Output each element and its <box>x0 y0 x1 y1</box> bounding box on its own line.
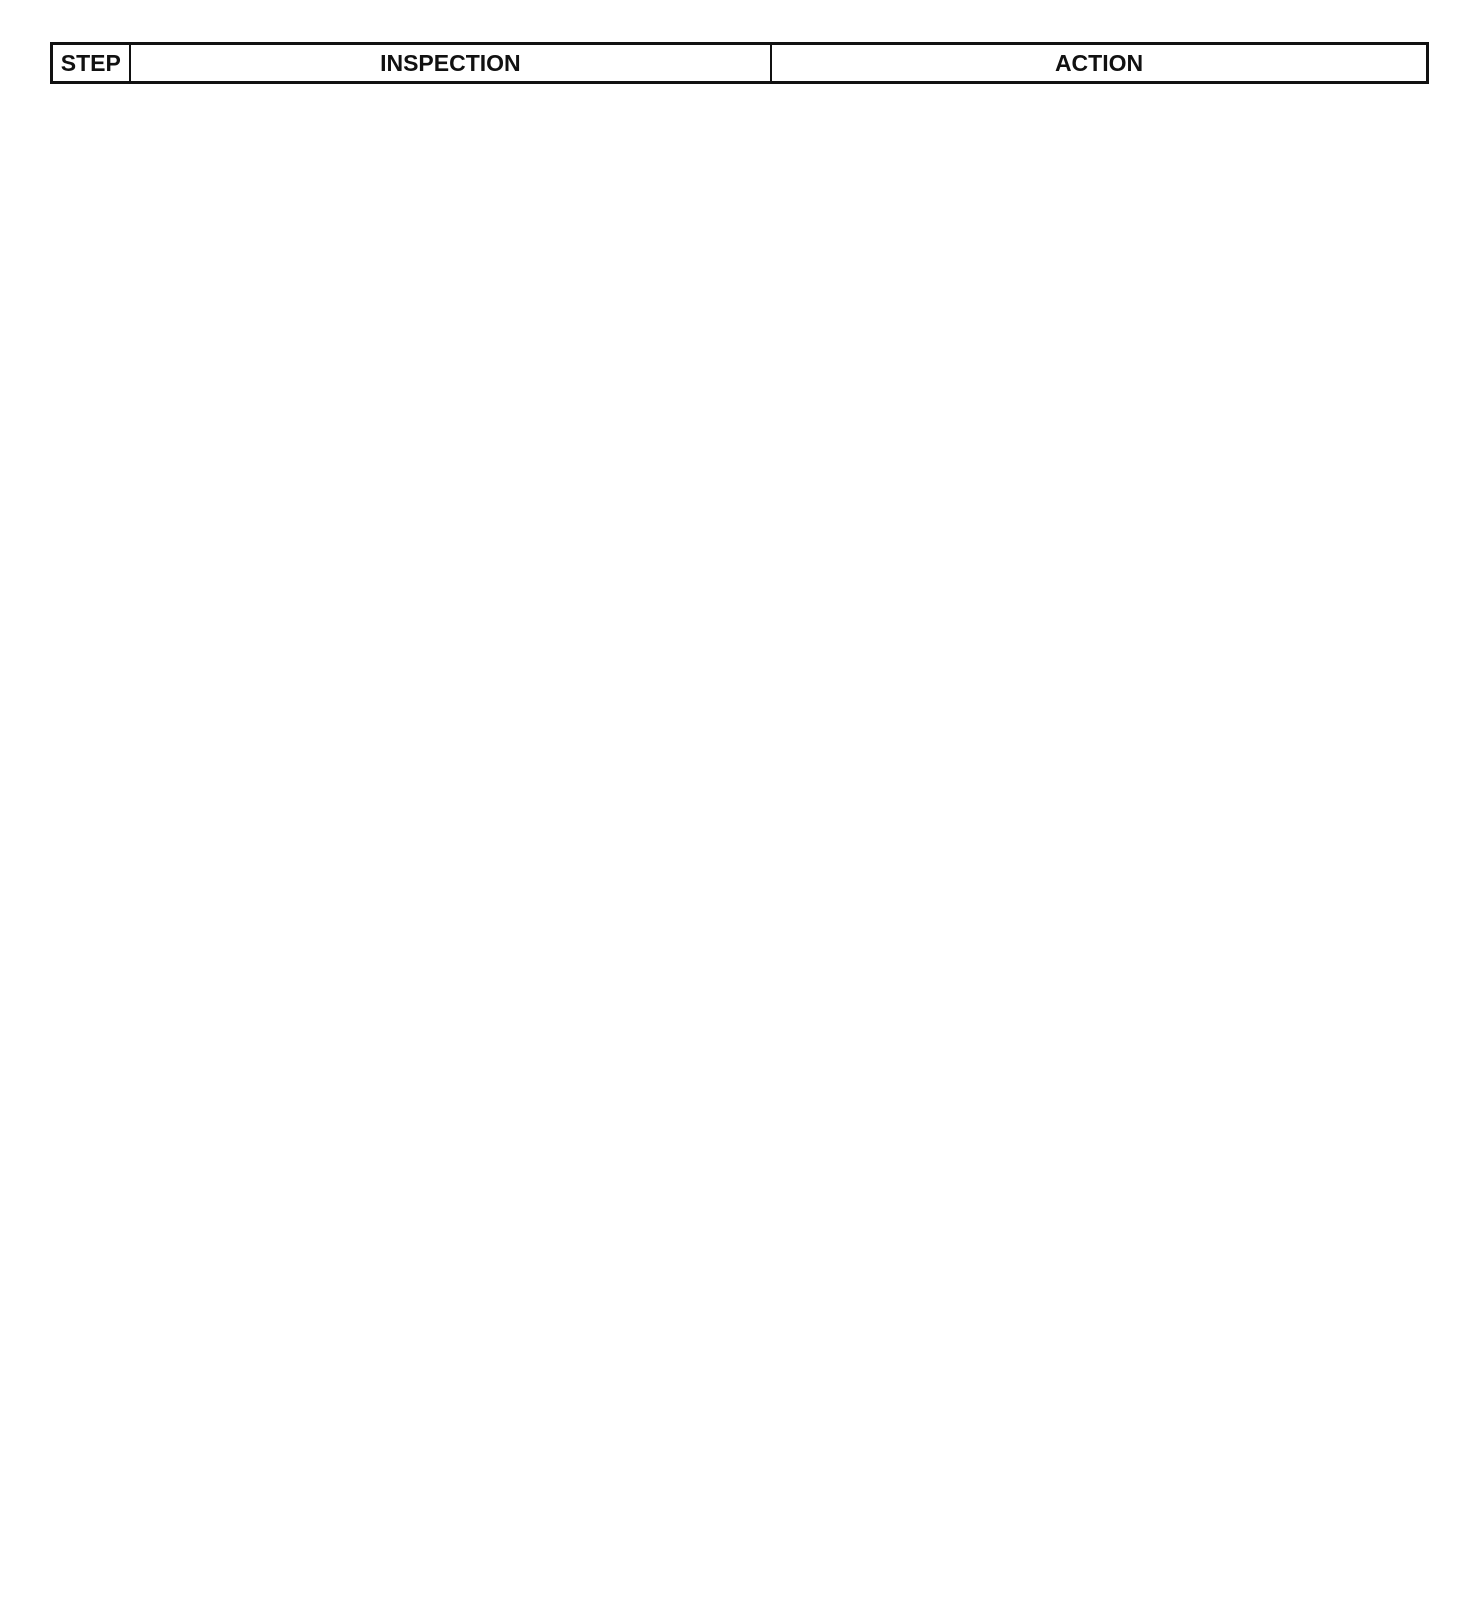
diagnostic-table <box>50 42 1429 84</box>
header-action: ACTION <box>771 44 1427 83</box>
diagnostic-table-page <box>50 42 1429 84</box>
header-row <box>52 44 1428 83</box>
header-step: STEP <box>52 44 130 83</box>
header-inspection: INSPECTION <box>130 44 771 83</box>
